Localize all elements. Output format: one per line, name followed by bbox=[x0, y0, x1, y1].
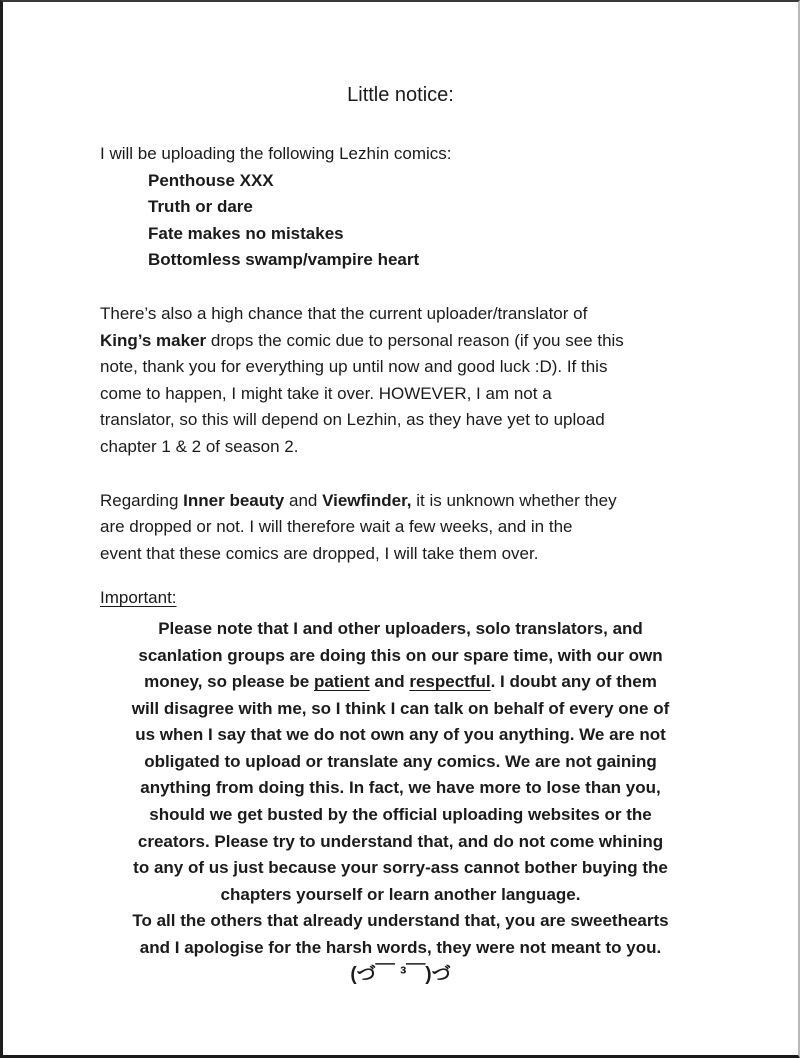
text-line bbox=[100, 328, 701, 355]
text-run: us when I say that we do not own any of you anything. We are not bbox=[135, 725, 666, 745]
comic-title: Fate makes no mistakes bbox=[148, 223, 344, 243]
comic-title: Bottomless swamp/vampire heart bbox=[148, 250, 420, 270]
text-line bbox=[100, 935, 701, 962]
text-line bbox=[100, 829, 701, 856]
text-run: money, so please be bbox=[144, 672, 314, 692]
text-line bbox=[100, 749, 701, 776]
text-run: chapter 1 & 2 of season 2. bbox=[100, 436, 299, 456]
kings-maker-paragraph bbox=[100, 301, 701, 461]
text-run: creators. Please try to understand that, and do not come whining bbox=[137, 831, 664, 851]
text-line bbox=[100, 434, 701, 461]
text-line bbox=[100, 488, 701, 515]
text-run: will disagree with me, so I think I can talk on behalf of every one of bbox=[131, 698, 670, 718]
text-run: chapters yourself or learn another language. bbox=[220, 884, 581, 904]
text-line bbox=[100, 541, 701, 568]
intro-lead bbox=[100, 141, 701, 168]
text-line bbox=[100, 616, 701, 643]
text-line bbox=[100, 141, 701, 168]
text-run: To all the others that already understand that, you are sweethearts bbox=[132, 911, 669, 931]
text-run: Regarding bbox=[100, 490, 184, 510]
important-heading bbox=[100, 585, 701, 612]
notice-title: Little notice: bbox=[347, 84, 454, 106]
text-run: respectful bbox=[409, 672, 491, 692]
text-line bbox=[100, 722, 701, 749]
closing-paragraph bbox=[100, 908, 701, 961]
text-line bbox=[100, 643, 701, 670]
text-run: come to happen, I might take it over. HOWEVER, I am not a bbox=[100, 383, 552, 403]
text-run: Viewfinder, bbox=[322, 490, 412, 510]
text-run: should we get busted by the official uploading websites or the bbox=[149, 805, 652, 825]
text-run: anything from doing this. In fact, we have more to lose than you, bbox=[140, 778, 661, 798]
text-run: drops the comic due to personal reason (if you see this bbox=[206, 330, 624, 350]
text-line bbox=[100, 354, 701, 381]
comic-title: Truth or dare bbox=[148, 197, 253, 217]
text-line bbox=[100, 696, 701, 723]
text-line bbox=[100, 381, 701, 408]
text-run: and I apologise for the harsh words, they were not meant to you. bbox=[139, 938, 662, 958]
text-line bbox=[100, 301, 701, 328]
text-line bbox=[100, 802, 701, 829]
text-run: King’s maker bbox=[100, 330, 207, 350]
text-line bbox=[100, 882, 701, 909]
intro-paragraph bbox=[100, 141, 701, 274]
text-run: note, thank you for everything up until now and good luck :D). If this bbox=[100, 357, 608, 377]
text-line bbox=[100, 514, 701, 541]
text-line bbox=[100, 775, 701, 802]
text-run: obligated to upload or translate any comics. We are not gaining bbox=[144, 751, 657, 771]
text-line bbox=[100, 669, 701, 696]
text-run: Inner beauty bbox=[183, 490, 285, 510]
text-run: and bbox=[369, 672, 410, 692]
text-line bbox=[100, 407, 701, 434]
text-line bbox=[100, 908, 701, 935]
text-line bbox=[100, 585, 701, 612]
text-run: translator, so this will depend on Lezhin, as they have yet to upload bbox=[100, 410, 605, 430]
text-run: and bbox=[284, 490, 323, 510]
text-run: There’s also a high chance that the current uploader/translator of bbox=[100, 303, 588, 323]
text-run: are dropped or not. I will therefore wait a few weeks, and in the bbox=[100, 517, 573, 537]
text-line bbox=[100, 855, 701, 882]
kaomoji: (づ￣ ³￣)づ bbox=[350, 963, 451, 985]
comic-title: Penthouse XXX bbox=[148, 170, 274, 190]
inner-beauty-paragraph bbox=[100, 488, 701, 568]
text-run: I will be uploading the following Lezhin comics: bbox=[100, 144, 452, 163]
text-run: Please note that I and other uploaders, solo translators, and bbox=[158, 618, 643, 638]
text-run: scanlation groups are doing this on our spare time, with our own bbox=[138, 645, 663, 665]
text-run: Important: bbox=[100, 588, 177, 608]
text-run: to any of us just because your sorry-ass cannot bother buying the bbox=[133, 858, 668, 878]
text-run: patient bbox=[313, 672, 370, 692]
text-run: . I doubt any of them bbox=[490, 672, 657, 692]
text-run: event that these comics are dropped, I will take them over. bbox=[100, 543, 539, 563]
text-run: it is unknown whether they bbox=[411, 490, 617, 510]
comic-list bbox=[148, 168, 701, 274]
important-paragraph bbox=[100, 616, 701, 909]
